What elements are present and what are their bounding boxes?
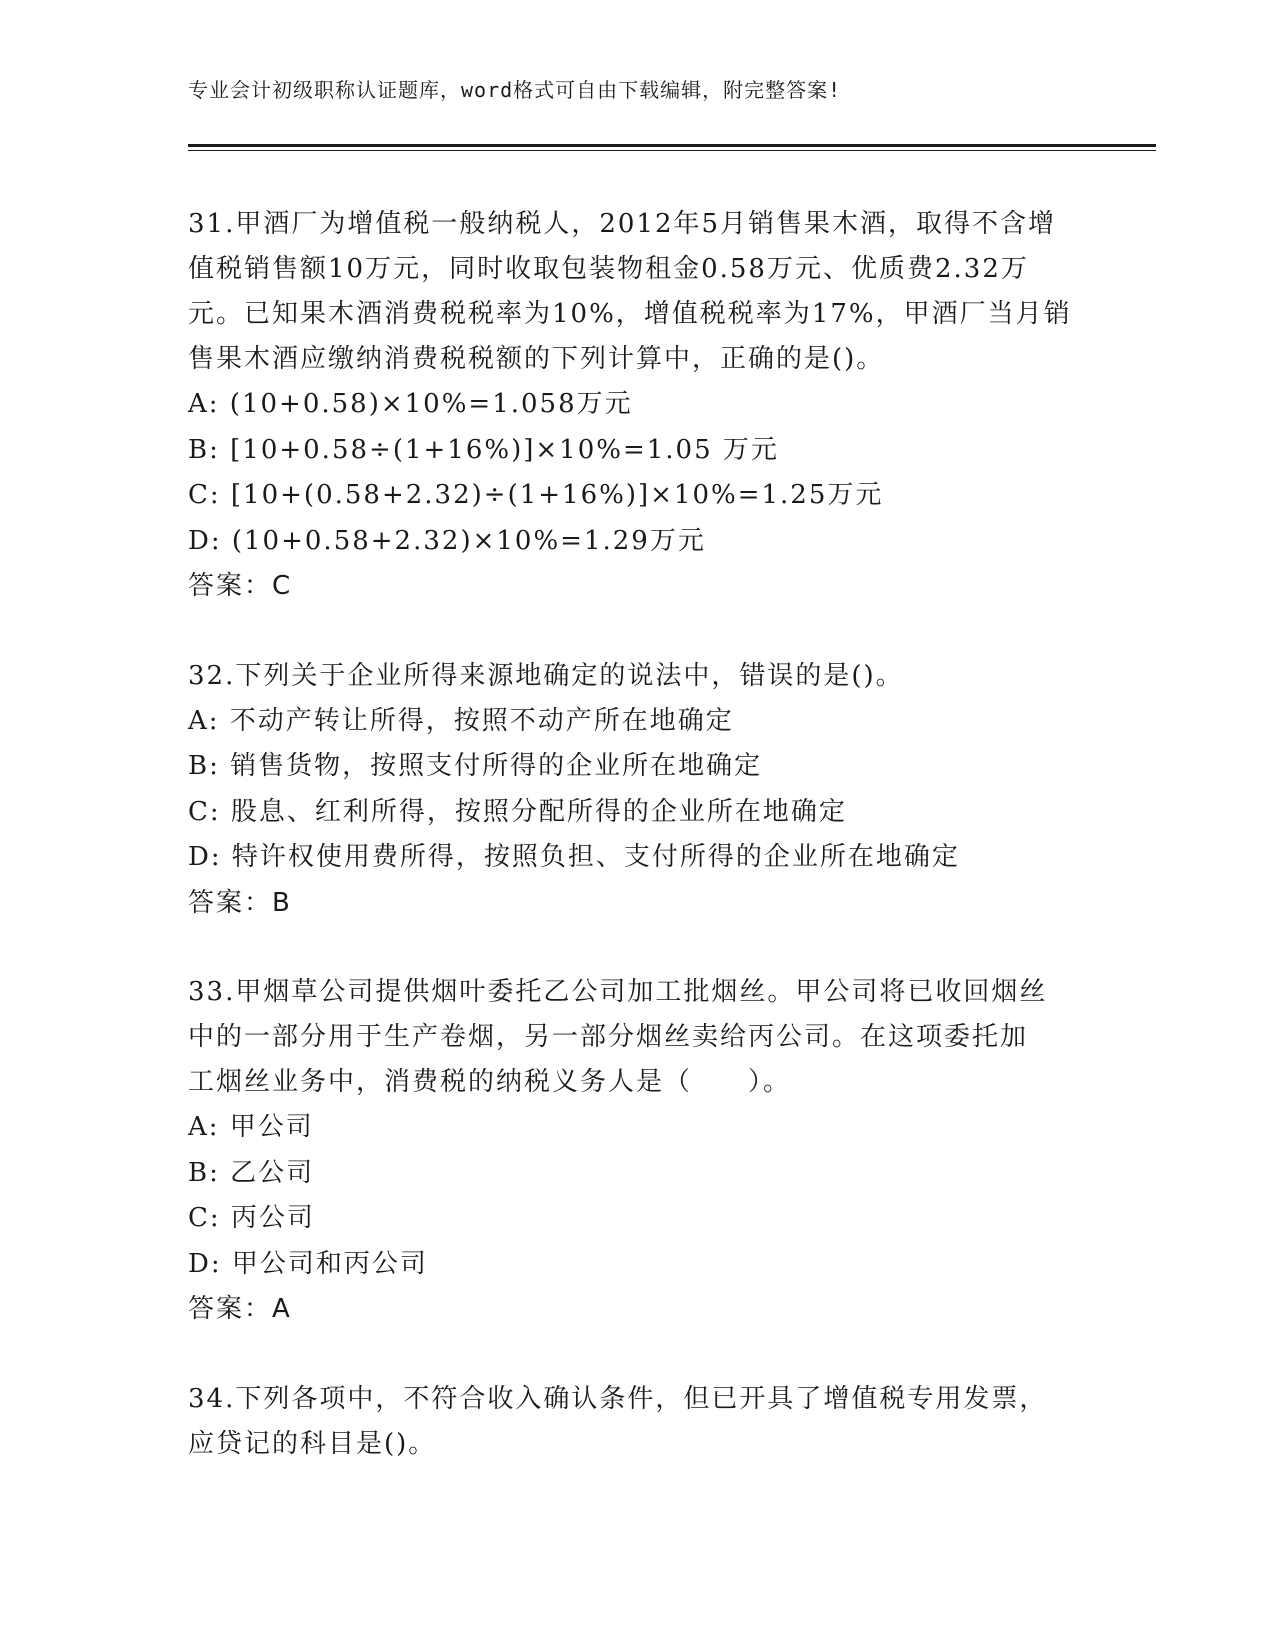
option-c: C: 股息、红利所得，按照分配所得的企业所在地确定 xyxy=(188,796,847,827)
answer: 答案：B xyxy=(188,887,292,918)
option-c: C: [10+(0.58+2.32)÷(1+16%)]×10%=1.25万元 xyxy=(188,480,884,510)
option-a: A: (10+0.58)×10%=1.058万元 xyxy=(188,389,633,419)
option-b: B: 乙公司 xyxy=(188,1157,315,1188)
question-33 xyxy=(188,970,1088,1333)
question-stem-line: 售果木酒应缴纳消费税税额的下列计算中，正确的是()。 xyxy=(188,344,885,374)
question-stem-line: 值税销售额10万元，同时收取包装物租金0.58万元、优质费2.32万 xyxy=(188,254,1029,284)
answer: 答案：A xyxy=(188,1294,292,1324)
header-rule-thin xyxy=(188,150,1156,151)
header-rule-thick xyxy=(188,144,1156,147)
question-31 xyxy=(188,202,1088,610)
question-32 xyxy=(188,654,1088,927)
question-stem-line: 34.下列各项中，不符合收入确认条件，但已开具了增值税专用发票， xyxy=(188,1383,1048,1414)
option-d: D: 特许权使用费所得，按照负担、支付所得的企业所在地确定 xyxy=(188,842,960,872)
option-b: B: [10+0.58÷(1+16%)]×10%=1.05 万元 xyxy=(188,434,779,465)
question-34 xyxy=(188,1377,1088,1467)
answer: 答案：C xyxy=(188,571,293,601)
option-b: B: 销售货物，按照支付所得的企业所在地确定 xyxy=(188,751,763,781)
page-header: 专业会计初级职称认证题库，word格式可自由下载编辑，附完整答案! xyxy=(188,78,842,102)
question-stem-line: 工烟丝业务中，消费税的纳税义务人是（ ）。 xyxy=(188,1067,792,1097)
spacer xyxy=(188,1333,1088,1377)
spacer xyxy=(188,926,1088,970)
question-stem-line: 33.甲烟草公司提供烟叶委托乙公司加工批烟丝。甲公司将已收回烟丝 xyxy=(188,977,1048,1007)
question-stem-line: 应贷记的科目是()。 xyxy=(188,1428,437,1459)
option-c: C: 丙公司 xyxy=(188,1203,315,1233)
question-stem-line: 元。已知果木酒消费税税率为10%，增值税税率为17%，甲酒厂当月销 xyxy=(188,299,1072,329)
spacer xyxy=(188,610,1088,654)
question-list xyxy=(188,202,1088,1467)
question-stem-line: 中的一部分用于生产卷烟，另一部分烟丝卖给丙公司。在这项委托加 xyxy=(188,1022,1029,1052)
option-d: D: (10+0.58+2.32)×10%=1.29万元 xyxy=(188,525,706,556)
question-stem-line: 32.下列关于企业所得来源地确定的说法中，错误的是()。 xyxy=(188,660,904,691)
question-stem-line: 31.甲酒厂为增值税一般纳税人，2012年5月销售果木酒，取得不含增 xyxy=(188,209,1057,239)
option-a: A: 甲公司 xyxy=(188,1112,314,1142)
option-a: A: 不动产转让所得，按照不动产所在地确定 xyxy=(188,705,734,736)
option-d: D: 甲公司和丙公司 xyxy=(188,1248,428,1279)
